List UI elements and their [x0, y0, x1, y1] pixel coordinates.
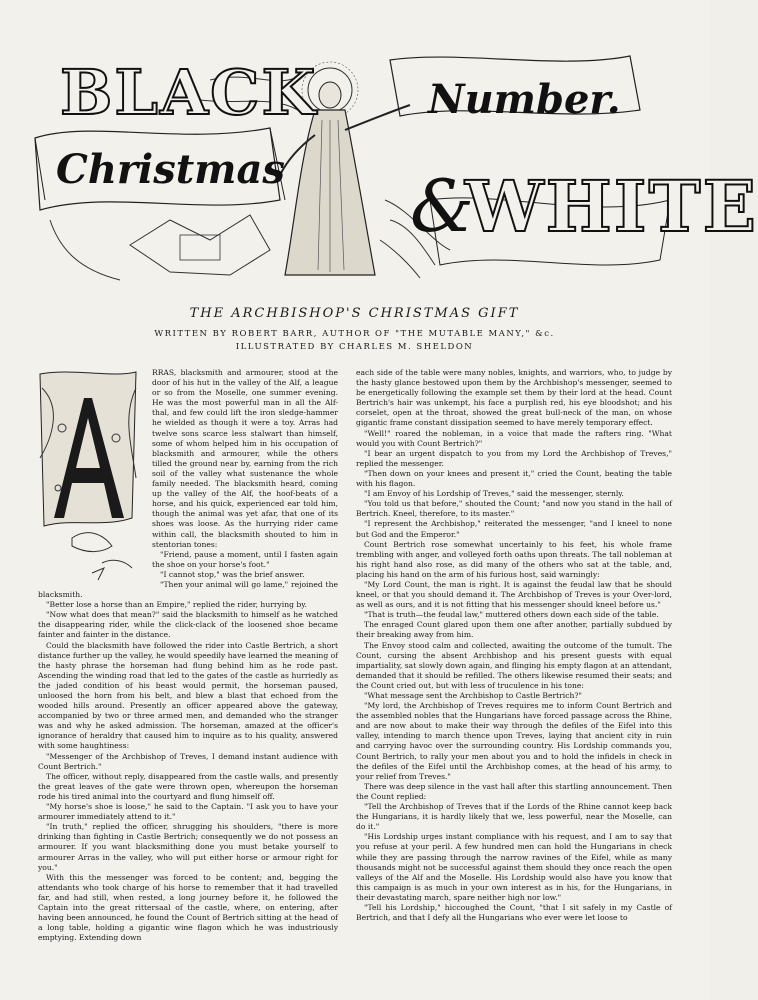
- left-paragraph-3: "I cannot stop," was the brief answer.: [160, 569, 305, 579]
- left-paragraph-2: "Friend, pause a moment, until I fasten again the shoe on your horse's foot.": [152, 549, 338, 569]
- story-title: THE ARCHBISHOP'S CHRISTMAS GIFT: [189, 306, 520, 321]
- right-paragraph-6: "You told us that before," shouted the Count; "and now you stand in the hall of Bertrich. Kneel, therefore, to its master.": [356, 499, 672, 519]
- right-paragraph-17: "His Lordship urges instant compliance with his request, and I am to say that you refuse at your peril. A few hundred men can hold the Hungarians in check while they are passing through the narrow ravines of the Eifel, while as many thousands might not be successful against them should they once reach the open valleys of the Alf and the Moselle. His Lordship would also have you know that this campaign is as much in your own interest as in his, for the Hungarians, in their devastating march, spare neither high nor low.": [356, 832, 672, 902]
- left-paragraph-10: "My horse's shoe is loose," he said to the Captain. "I ask you to have your armourer immediately attend to it.": [38, 802, 338, 822]
- right-paragraph-18: "Tell his Lordship," hiccoughed the Count, "that I sit safely in my Castle of Bertrich, and that I defy all the Hungarians who ever were let loose to: [356, 902, 672, 923]
- byline-author: WRITTEN BY ROBERT BARR, AUTHOR OF "THE MUTABLE MANY," &c.: [154, 329, 555, 339]
- right-paragraph-5: "I am Envoy of his Lordship of Treves," said the messenger, sternly.: [364, 489, 624, 499]
- right-column: [356, 368, 672, 968]
- right-paragraph-15: There was deep silence in the vast hall after this startling announcement. Then the Count replied:: [356, 781, 672, 801]
- masthead: [30, 50, 758, 290]
- masthead-word-number: Number.: [428, 76, 621, 123]
- left-column: [38, 368, 338, 968]
- left-paragraph-9: The officer, without reply, disappeared from the castle walls, and presently the great leaves of the gate were thrown open, whereupon the horseman rode his tired animal into the courtyard and flung himself off.: [38, 771, 338, 801]
- left-paragraph-8: "Messenger of the Archbishop of Treves, I demand instant audience with Count Bertrich.": [38, 751, 338, 771]
- right-paragraph-14: "My lord, the Archbishop of Treves requires me to inform Count Bertrich and the assembled nobles that the Hungarians have forced passage across the Rhine, and are now about to make their way through the defiles of the Eifel into this valley, intending to march thence upon Treves, laying that ancient city in ruin and carrying havoc over the surrounding country. His Lordship commands you, Count Bertrich, to rally your men about you and to hold the infidels in check in the defiles of the Eifel until the Archbishop comes, at the head of his army, to your relief from Treves.": [356, 701, 672, 781]
- right-paragraph-1: each side of the table were many nobles, knights, and warriors, who, to judge by the hasty glance bestowed upon them by the Archbishop's messenger, seemed to be energetically following the example set them by their lord at the head. Count Bertrich's hair was unkempt, his face a purplish red, his eye bloodshot; and his corselet, open at the throat, showed the great bull-neck of the man, on whose gigantic frame constant dissipation seemed to have merely temporary effect.: [356, 368, 672, 428]
- left-paragraph-1: RRAS, blacksmith and armourer, stood at the door of his hut in the valley of the Alf, a league or so from the Moselle, one summer evening. He was the most powerful man in all the Alf-thal, and few could lift the iron sledge-hammer he wielded as though it were a toy. Arras had twelve sons scarce less stalwart than himself, some of whom helped him in his occupation of blacksmith and armourer, while the others tilled the ground near by, earning from the rich soil of the valley what sustenance the whole family needed. The blacksmith heard, coming up the valley of the Alf, the hoof-beats of a horse, and his quick, experienced ear told him, though the animal was yet afar, that one of its shoes was loose. As the hurrying rider came within call, the blacksmith shouted to him in stentorian tones:: [152, 368, 338, 549]
- masthead-word-ampersand: &: [410, 164, 475, 248]
- right-paragraph-13: "What message sent the Archbishop to Castle Bertrich?": [364, 691, 582, 700]
- left-paragraph-4: "Then your animal will go lame," rejoined the blacksmith.: [38, 579, 338, 600]
- illuminated-initial-a: [32, 368, 144, 583]
- right-paragraph-3: "I bear an urgent dispatch to you from my Lord the Archbishop of Treves," replied the messenger.: [356, 448, 672, 468]
- right-paragraph-10: "That is truth—the feudal law," muttered others down each side of the table.: [364, 610, 659, 620]
- masthead-word-white: WHITE: [465, 165, 758, 248]
- left-paragraph-5: "Better lose a horse than an Empire," replied the rider, hurrying by.: [46, 600, 307, 610]
- byline-illustrator: ILLUSTRATED BY CHARLES M. SHELDON: [235, 342, 474, 352]
- left-paragraph-11: "In truth," replied the officer, shrugging his shoulders, "there is more drinking than fighting in Castle Bertrich; consequently we do not possess an armourer. If you want blacksmithing done you must betake yourself to armourer Arras in the valley, who will put either horse or armour right for you.": [38, 822, 338, 872]
- right-paragraph-8: Count Bertrich rose somewhat uncertainly to his feet, his whole frame trembling with anger, and volleyed forth oaths upon threats. The tall nobleman at his right hand also rose, as did many of the others who sat at the table, and, placing his hand on the arm of his furious host, said warningly:: [356, 539, 672, 579]
- right-paragraph-12: The Envoy stood calm and collected, awaiting the outcome of the tumult. The Count, cursing the absent Archbishop and his present guests with equal impartiality, sat slowly down again, and flinging his empty flagon at an attendant, demanded that it should be refilled. The others likewise resumed their seats; and the Count cried out, but with less of truculence in his tone:: [356, 640, 672, 690]
- right-paragraph-7: "I represent the Archbishop," reiterated the messenger, "and I kneel to none but God and the Emperor.": [356, 519, 672, 539]
- masthead-word-black: BLACK: [60, 56, 318, 129]
- left-paragraph-12: With this the messenger was forced to be content; and, begging the attendants who took charge of his horse to remember that it had travelled far, and had still, when rested, a long journey before it, he followed the Captain into the great rittersaal of the castle, where, on entering, after having been announced, he found the Count of Bertrich sitting at the head of a long table, holding a gigantic wine flagon which he was industriously emptying. Extending down: [38, 872, 338, 943]
- right-paragraph-11: The enraged Count glared upon them one after another, partially subdued by their breaking away from him.: [356, 620, 672, 640]
- left-paragraph-7: Could the blacksmith have followed the rider into Castle Bertrich, a short distance further up the valley, he would speedily have learned the meaning of the hasty phrase the horseman had flung behind him as he rode past. Ascending the winding road that led to the gates of the castle as hurriedly as the jaded condition of his beast would permit, the horseman paused, unloosed the horn from his belt, and blew a blast that echoed from the wooded hills around. Presently an officer appeared above the gateway, accompanied by two or three armed men, and demanded who the stranger was and why he asked admission. The horseman, amazed at the officer's ignorance of heraldry that caused him to inquire as to his quality, answered with some haughtiness:: [38, 640, 338, 751]
- right-paragraph-4: "Then down on your knees and present it," cried the Count, beating the table with his flagon.: [356, 468, 672, 489]
- right-paragraph-16: "Tell the Archbishop of Treves that if the Lords of the Rhine cannot keep back the Hungarians, it is hardly likely that we, less powerful, near the Moselle, can do it.": [356, 802, 672, 832]
- left-paragraph-6: "Now what does that mean?" said the blacksmith to himself as he watched the disappearing rider, while the click-clack of the loosened shoe became fainter and fainter in the distance.: [38, 610, 338, 640]
- right-paragraph-9: "My Lord Count, the man is right. It is against the feudal law that he should kneel, or that you should demand it. The Archbishop of Treves is your Over-lord, as well as ours, and it is not fitting that his messenger should kneel before us.": [356, 579, 672, 610]
- right-paragraph-2: "Well!" roared the nobleman, in a voice that made the rafters ring. "What would you with Count Bertrich?": [356, 428, 672, 448]
- masthead-word-christmas: Christmas: [56, 146, 285, 193]
- title-block: [0, 306, 709, 355]
